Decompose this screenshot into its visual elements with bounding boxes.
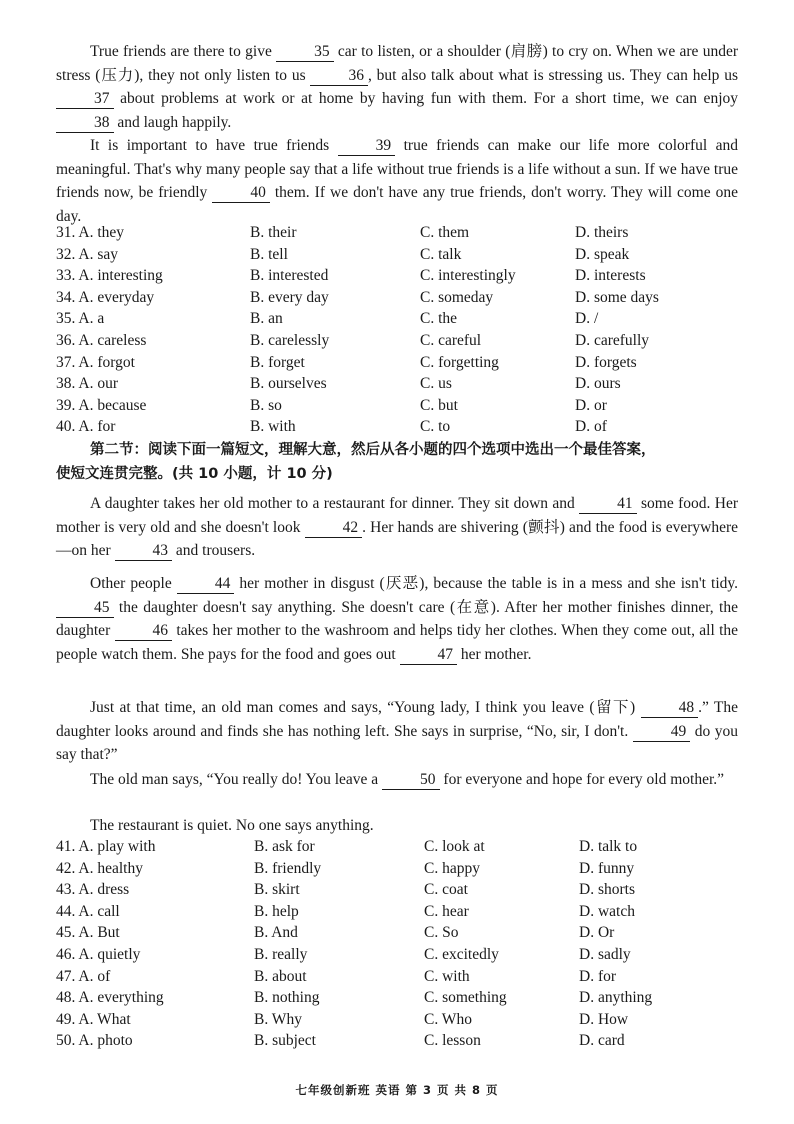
blank-47: 47 [400,646,458,665]
blank-50: 50 [382,771,440,790]
option-d[interactable]: D. carefully [575,331,650,349]
page-footer: 七年级创新班 英语 第 3 页 共 8 页 [295,1083,499,1097]
blank-38: 38 [56,114,114,133]
blank-39: 39 [338,137,396,156]
option-b[interactable]: B. ask for [254,838,315,855]
option-a[interactable]: 35. A. a [56,310,105,328]
option-c[interactable]: C. lesson [424,1032,481,1050]
blank-43: 43 [115,542,173,561]
option-c[interactable]: C. interestingly [420,267,516,285]
option-row [56,287,756,309]
option-a[interactable]: 38. A. our [56,375,118,393]
options-31-40 [56,222,756,438]
passage-text: the daughter doesn't say anything. She doesn't care (在意). After her mother finishes dinner, the daughter [56,598,738,639]
option-row [56,836,756,858]
option-c[interactable]: C. excitedly [424,945,499,963]
option-row [56,1009,756,1031]
section2-line1: 第二节：阅读下面一篇短文，理解大意，然后从各小题的四个选项中选出一个最佳答案， [90,442,656,458]
option-d[interactable]: D. for [579,967,617,985]
option-c[interactable]: C. coat [424,881,468,899]
option-d[interactable]: D. anything [579,989,653,1007]
option-b[interactable]: B. subject [254,1032,316,1050]
option-row [56,330,756,352]
blank-40: 40 [212,184,270,203]
option-b[interactable]: B. so [250,396,282,414]
option-c[interactable]: C. the [420,310,458,328]
option-a[interactable]: 39. A. because [56,396,147,414]
option-d[interactable]: D. forgets [575,353,637,371]
option-c[interactable]: C. someday [420,288,494,306]
option-b[interactable]: B. nothing [254,989,320,1007]
option-a[interactable]: 43. A. dress [56,881,130,899]
option-row [56,222,756,244]
option-row [56,966,756,988]
passage1-paragraph1 [56,40,738,134]
option-row [56,308,756,330]
option-c[interactable]: C. So [424,924,459,942]
blank-48: 48 [641,699,699,718]
option-d[interactable]: D. funny [579,859,635,877]
option-a[interactable]: 37. A. forgot [56,353,135,371]
option-d[interactable]: D. or [575,396,607,414]
option-b[interactable]: B. skirt [254,881,300,899]
option-row [56,373,756,395]
option-b[interactable]: B. with [250,418,296,436]
option-b[interactable]: B. really [254,945,308,963]
options-41-50 [56,836,756,1052]
option-a[interactable]: 48. A. everything [56,989,164,1007]
passage-text: her mother in disgust (厌恶), because the table is in a mess and she isn't tidy. [234,575,738,592]
option-c[interactable]: C. us [420,375,452,393]
passage-text: them. If we don't have any true friends, don't worry. They will come one day. [56,184,738,225]
option-c[interactable]: C. Who [424,1010,472,1028]
blank-44: 44 [177,575,235,594]
passage-text: do you say that?” [56,722,738,763]
option-d[interactable]: D. speak [575,245,630,263]
option-b[interactable]: B. their [250,224,297,241]
option-a[interactable]: 42. A. healthy [56,859,143,877]
blank-45: 45 [56,599,114,618]
option-c[interactable]: C. look at [424,838,485,855]
option-a[interactable]: 49. A. What [56,1010,131,1028]
section2-line2: 使短文连贯完整。(共 10 小题，计 10 分) [56,466,333,482]
blank-37: 37 [56,90,114,109]
option-d[interactable]: D. Or [579,924,615,942]
option-a[interactable]: 32. A. say [56,245,118,263]
option-c[interactable]: C. to [420,418,451,436]
option-c[interactable]: C. forgetting [420,353,499,371]
passage-text: It is important to have true friends [90,137,338,154]
option-a[interactable]: 44. A. call [56,902,120,920]
option-row [56,395,756,417]
option-b[interactable]: B. And [254,924,298,942]
option-c[interactable]: C. something [424,989,507,1007]
option-row [56,944,756,966]
blank-46: 46 [115,622,173,641]
option-c[interactable]: C. happy [424,859,480,877]
option-row [56,922,756,944]
option-a[interactable]: 36. A. careless [56,331,147,349]
blank-41: 41 [579,495,637,514]
option-d[interactable]: D. / [575,310,599,328]
option-c[interactable]: C. careful [420,331,482,349]
option-a[interactable]: 41. A. play with [56,838,156,855]
option-a[interactable]: 31. A. they [56,224,125,241]
passage-text: .” The daughter looks around and finds she has nothing left. She says in surprise, “No, sir, I don't. [56,699,738,740]
passage2-paragraph1 [56,492,738,563]
option-row [56,352,756,374]
passage-text: The old man says, “You really do! You leave a [90,771,383,788]
blank-49: 49 [633,723,691,742]
passage-text: , but also talk about what is stressing us. They can help us [367,66,738,84]
option-a[interactable]: 46. A. quietly [56,945,141,963]
option-d[interactable]: D. of [575,418,607,436]
blank-35: 35 [276,43,334,62]
option-row [56,879,756,901]
passage-text: true friends can make our life more colorful and meaningful. That's why many people say that a life without true friends is a life without a sun. If we have true friends now, be friendly [56,137,738,201]
option-row [56,901,756,923]
option-d[interactable]: D. shorts [579,881,635,899]
passage-text: car to listen, or a shoulder (肩膀) to cry on. When we are under stress (压力), they not only listen to us [56,43,738,84]
passage-text: Just at that time, an old man comes and says, “Young lady, I think you leave (留下) [90,699,641,716]
option-c[interactable]: C. talk [420,245,462,263]
option-a[interactable]: 34. A. everyday [56,288,155,306]
passage-text: Other people [90,575,177,592]
blank-42: 42 [305,519,363,538]
passage-text: A daughter takes her old mother to a restaurant for dinner. They sit down and [90,495,580,512]
option-c[interactable]: C. but [420,396,458,414]
option-b[interactable]: B. forget [250,353,305,371]
option-d[interactable]: D. some days [575,288,659,306]
passage-text: takes her mother to the washroom and helps tidy her clothes. When they come out, all the people watch them. She pays for the food and goes out [56,622,738,663]
option-d[interactable]: D. How [579,1010,629,1028]
option-c[interactable]: C. with [424,967,470,985]
option-d[interactable]: D. theirs [575,224,629,241]
passage-text: her mother. [457,645,532,663]
option-b[interactable]: B. ourselves [250,375,327,393]
section2-instructions [56,438,746,486]
passage-text: and trousers. [172,542,256,559]
option-b[interactable]: B. about [254,967,307,985]
passage-text: True friends are there to give [90,43,277,60]
passage1-paragraph2 [56,134,738,228]
option-a[interactable]: 33. A. interesting [56,267,163,285]
option-b[interactable]: B. Why [254,1010,302,1028]
passage2-paragraph3 [56,696,738,767]
option-b[interactable]: B. interested [250,267,329,285]
blank-36: 36 [310,67,368,86]
passage-text: and laugh happily. [113,113,232,131]
passage-text: about problems at work or at home by having fun with them. For a short time, we can enjoy [113,90,738,107]
passage2-paragraph2 [56,572,738,666]
option-b[interactable]: B. friendly [254,859,322,877]
option-row [56,987,756,1009]
option-b[interactable]: B. tell [250,245,288,263]
passage2-paragraph5: The restaurant is quiet. No one says anything. [90,817,374,834]
option-row [56,244,756,266]
passage-text: some food. Her mother is very old and she doesn't look [56,495,738,536]
passage-text: for everyone and hope for every old mother.” [439,771,725,788]
option-c[interactable]: C. hear [424,902,469,920]
option-a[interactable]: 47. A. of [56,967,111,985]
option-a[interactable]: 50. A. photo [56,1032,133,1050]
option-row [56,416,756,438]
option-d[interactable]: D. sadly [579,945,631,963]
option-b[interactable]: B. carelessly [250,331,330,349]
option-b[interactable]: B. an [250,310,283,328]
option-a[interactable]: 40. A. for [56,418,116,436]
option-b[interactable]: B. help [254,902,299,920]
option-row [56,1030,756,1052]
option-a[interactable]: 45. A. But [56,924,120,942]
option-d[interactable]: D. talk to [579,838,638,855]
option-row [56,858,756,880]
option-d[interactable]: D. watch [579,902,635,920]
option-d[interactable]: D. interests [575,267,646,285]
option-row [56,265,756,287]
passage2-paragraph4 [56,768,738,792]
option-b[interactable]: B. every day [250,288,329,306]
passage-text: . Her hands are shivering (颤抖) and the food is everywhere—on her [56,518,738,559]
option-c[interactable]: C. them [420,224,470,241]
option-d[interactable]: D. card [579,1032,625,1050]
option-d[interactable]: D. ours [575,375,621,393]
